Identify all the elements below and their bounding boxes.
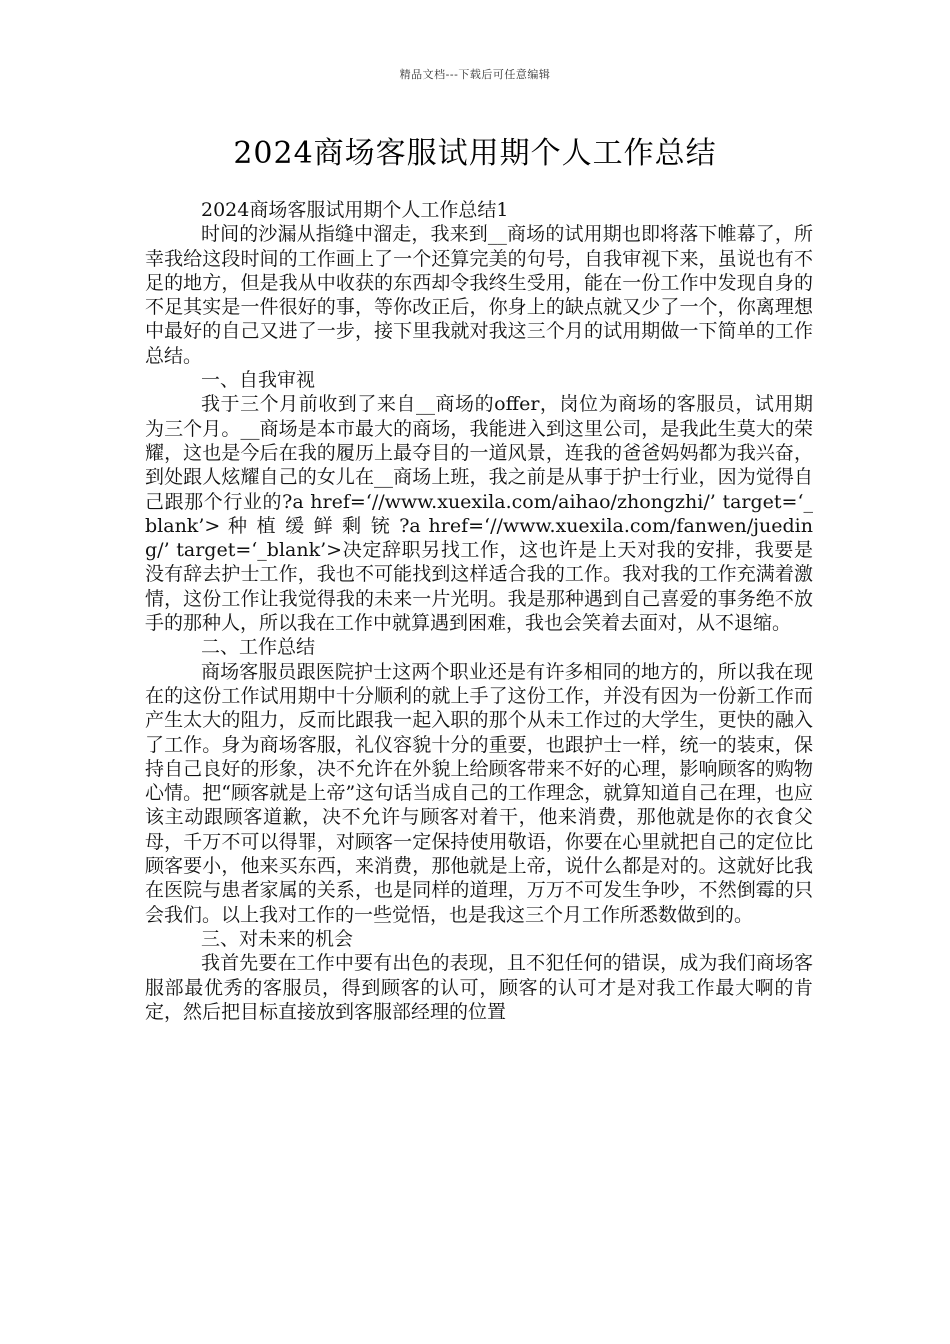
- section-heading-2: 二、工作总结: [201, 636, 316, 659]
- section-heading-3: 三、对未来的机会: [201, 927, 354, 950]
- section-2-paragraph: 商场客服员跟医院护士这两个职业还是有许多相同的地方的，所以我在现在的这份工作试用期中十分顺利的就上手了这份工作，并没有因为一份新工作而产生太大的阻力，反而比跟我一起入职的那个从未工作过的大学生，更快的融入了工作。身为商场客服，礼仪容貌十分的重要，也跟护士一样，统一的装束，保持自己良好的形象，决不允许在外貌上给顾客带来不好的心理，影响顾客的购物心情。把“顾客就是上帝”这句话当成自己的工作理念，就算知道自己在理，也应该主动跟顾客道歉，决不允许与顾客对着干，他来消费，那他就是你的衣食父母，千万不可以得罪，对顾客一定保持使用敬语，你要在心里就把自己的定位比顾客要小，他来买东西，来消费，那他就是上帝，说什么都是对的。这就好比我在医院与患者家属的关系，也是同样的道理，万万不可发生争吵，不然倒霉的只会我们。以上我对工作的一些觉悟，也是我这三个月工作所悉数做到的。: [145, 660, 813, 926]
- section-heading-1: 一、自我审视: [201, 369, 316, 392]
- section-3-paragraph: 我首先要在工作中要有出色的表现，且不犯任何的错误，成为我们商场客服部最优秀的客服员，得到顾客的认可，顾客的认可才是对我工作最大啊的肯定，然后把目标直接放到客服部经理的位置: [145, 952, 813, 1023]
- subtitle: 2024商场客服试用期个人工作总结1: [201, 199, 509, 221]
- document-body: [145, 198, 813, 1024]
- intro-paragraph: 时间的沙漏从指缝中溜走，我来到__商场的试用期也即将落下帷幕了，所幸我给这段时间的工作画上了一个还算完美的句号，自我审视下来，虽说也有不足的地方，但是我从中收获的东西却令我终生受用，能在一份工作中发现自身的不足其实是一件很好的事，等你改正后，你身上的缺点就又少了一个，你离理想中最好的自己又进了一步，接下里我就对我这三个月的试用期做一下简单的工作总结。: [145, 223, 813, 367]
- header-note: 精品文档---下载后可任意编辑: [399, 68, 551, 81]
- section-1-paragraph: 我于三个月前收到了来自__商场的offer，岗位为商场的客服员，试用期为三个月。__商场是本市最大的商场，我能进入到这里公司，是我此生莫大的荣耀，这也是今后在我的履历上最夺目的一道风景，连我的爸爸妈妈都为我兴奋，到处跟人炫耀自己的女儿在__商场上班，我之前是从事于护士行业，因为觉得自己跟那个行业的?a href=‘//www.xuexila.com/aihao/zhongzhi/’ target=‘_blank’> 种 植 缓 鲜 剩 铳 ?a href=‘//www.xuexila.com/fanwen/jueding/’ target=‘_blank’>决定辞职另找工作，这也许是上天对我的安排，我要是没有辞去护士工作，我也不可能找到这样适合我的工作。我对我的工作充满着激情，这份工作让我觉得我的未来一片光明。我是那种遇到自己喜爱的事务绝不放手的那种人，所以我在工作中就算遇到困难，我也会笑着去面对，从不退缩。: [145, 393, 813, 635]
- document-title: 2024商场客服试用期个人工作总结: [233, 136, 717, 171]
